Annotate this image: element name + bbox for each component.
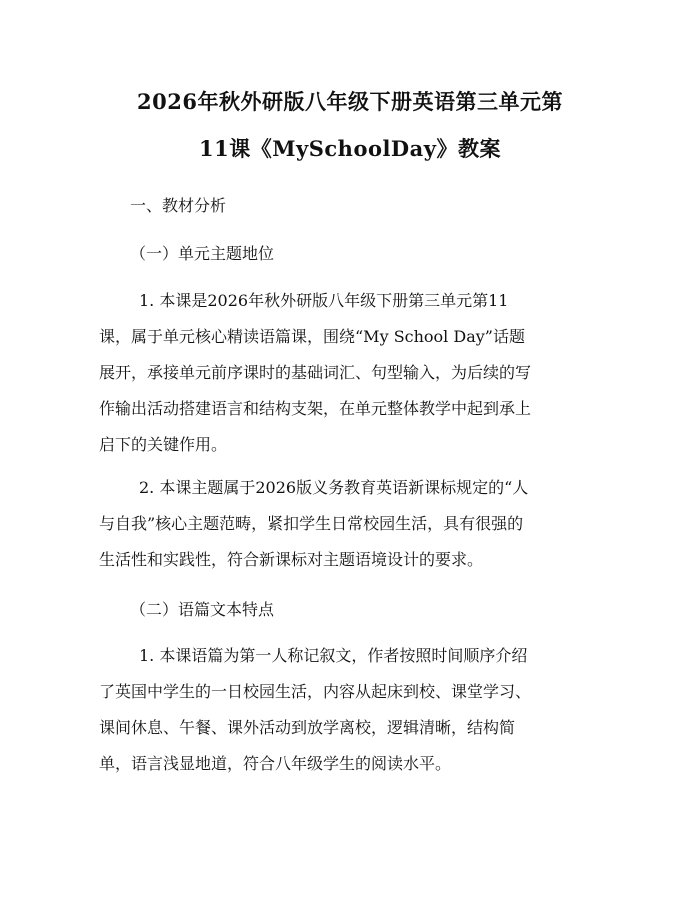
paragraph-unit-theme-2 <box>99 470 599 578</box>
document-title-line-2: 11课《MySchoolDay》教案 <box>199 136 501 161</box>
paragraph-line: 生活性和实践性，符合新课标对主题语境设计的要求。 <box>99 550 484 569</box>
paragraph-line: 与自我”核心主题范畴，紧扣学生日常校园生活，具有很强的 <box>99 514 524 533</box>
paragraph-line: 课间休息、午餐、课外活动到放学离校，逻辑清晰，结构简 <box>99 718 516 737</box>
paragraph-line: 1. 本课语篇为第一人称记叙文，作者按照时间顺序介绍 <box>139 646 528 665</box>
paragraph-line: 单，语言浅显地道，符合八年级学生的阅读水平。 <box>99 754 452 773</box>
paragraph-line: 了英国中学生的一日校园生活，内容从起床到校、课堂学习、 <box>99 682 532 701</box>
paragraph-line: 课，属于单元核心精读语篇课，围绕“My School Day”话题 <box>99 327 525 346</box>
subsection-heading-unit-theme: （一）单元主题地位 <box>130 244 275 263</box>
paragraph-line: 2. 本课主题属于2026版义务教育英语新课标规定的“人 <box>139 478 529 497</box>
paragraph-line: 作输出活动搭建语言和结构支架，在单元整体教学中起到承上 <box>99 399 532 418</box>
paragraph-line: 1. 本课是2026年秋外研版八年级下册第三单元第11 <box>139 291 509 310</box>
paragraph-line: 启下的关键作用。 <box>99 435 228 454</box>
paragraph-unit-theme-1 <box>99 283 599 463</box>
document-title-line-1: 2026年秋外研版八年级下册英语第三单元第 <box>137 89 563 114</box>
subsection-heading-text-features: （二）语篇文本特点 <box>130 600 275 619</box>
section-heading-analysis: 一、教材分析 <box>130 196 227 215</box>
paragraph-text-features-1 <box>99 638 599 782</box>
paragraph-line: 展开，承接单元前序课时的基础词汇、句型输入，为后续的写 <box>99 363 532 382</box>
